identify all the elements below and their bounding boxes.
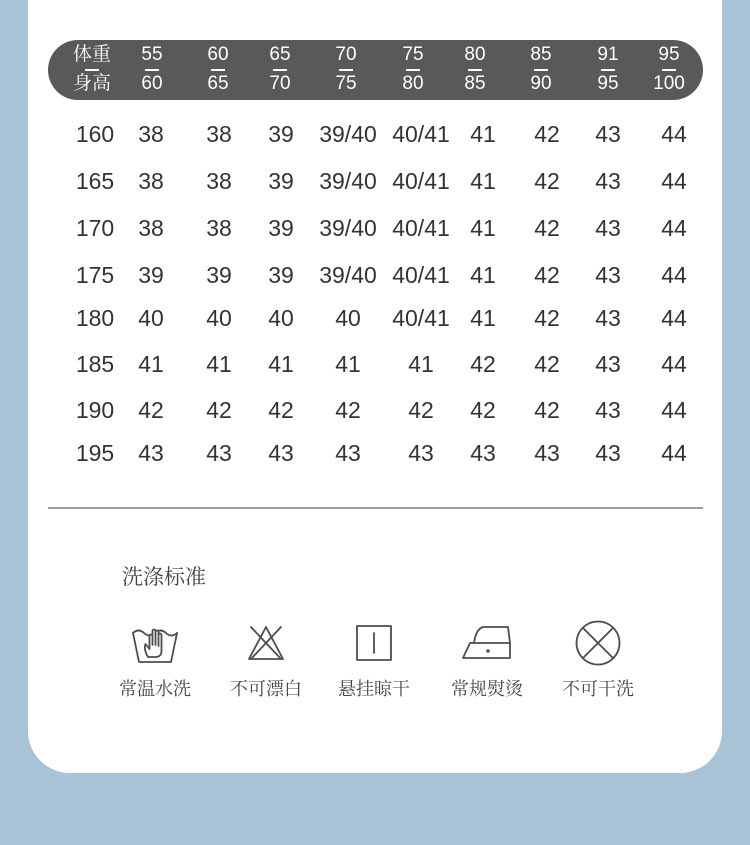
weight-range-to: 100 [653, 73, 685, 94]
size-cell: 42 [534, 121, 560, 147]
size-cell: 39 [268, 168, 294, 194]
hand-wash-icon [100, 616, 210, 670]
size-cell: 43 [595, 440, 621, 466]
height-cell: 175 [75, 262, 115, 288]
size-cell: 41 [138, 351, 164, 377]
weight-range-to: 70 [269, 73, 291, 94]
size-cell: 42 [534, 215, 560, 241]
size-row [0, 119, 750, 149]
size-cell: 43 [534, 440, 560, 466]
size-cell: 39 [138, 262, 164, 288]
size-cell: 42 [534, 168, 560, 194]
size-cell: 39 [268, 262, 294, 288]
size-cell: 43 [595, 215, 621, 241]
size-cell: 44 [661, 440, 687, 466]
size-cell: 41 [470, 305, 496, 331]
range-divider [406, 69, 420, 71]
range-divider [339, 69, 353, 71]
size-cell: 44 [661, 305, 687, 331]
do-not-dry-clean-icon [543, 616, 653, 670]
size-cell: 40 [206, 305, 232, 331]
care-item-no-dry-clean [543, 616, 653, 706]
size-cell: 39/40 [319, 121, 377, 147]
size-cell: 41 [470, 121, 496, 147]
size-cell: 41 [470, 168, 496, 194]
weight-range-from: 55 [141, 44, 163, 65]
weight-range-from: 65 [269, 44, 291, 65]
size-cell: 42 [206, 397, 232, 423]
size-cell: 42 [470, 397, 496, 423]
height-cell: 195 [75, 440, 115, 466]
size-cell: 41 [335, 351, 361, 377]
header-weight-label: 体重 [72, 44, 111, 65]
weight-range-to: 75 [335, 73, 357, 94]
size-cell: 43 [268, 440, 294, 466]
weight-range-from: 70 [335, 44, 357, 65]
range-divider [662, 69, 676, 71]
range-divider [468, 69, 482, 71]
size-cell: 42 [534, 351, 560, 377]
weight-range-from: 95 [658, 44, 680, 65]
size-cell: 38 [138, 215, 164, 241]
size-cell: 40 [268, 305, 294, 331]
range-divider [534, 69, 548, 71]
weight-range-to: 95 [597, 73, 619, 94]
size-cell: 40 [335, 305, 361, 331]
size-row [0, 260, 750, 290]
weight-range-column [122, 40, 182, 100]
size-cell: 38 [206, 215, 232, 241]
size-cell: 44 [661, 168, 687, 194]
size-cell: 42 [534, 397, 560, 423]
height-cell: 160 [75, 121, 115, 147]
weight-range-to: 90 [530, 73, 552, 94]
size-cell: 40/41 [392, 215, 450, 241]
header-axis-label [62, 40, 122, 100]
size-cell: 40 [138, 305, 164, 331]
size-cell: 41 [206, 351, 232, 377]
size-cell: 41 [470, 262, 496, 288]
size-cell: 41 [470, 215, 496, 241]
size-cell: 43 [595, 262, 621, 288]
size-cell: 43 [408, 440, 434, 466]
size-cell: 39/40 [319, 215, 377, 241]
height-cell: 190 [75, 397, 115, 423]
care-label: 不可漂白 [230, 679, 302, 699]
size-cell: 43 [595, 121, 621, 147]
care-label: 悬挂晾干 [338, 679, 410, 699]
size-cell: 38 [138, 168, 164, 194]
size-cell: 44 [661, 121, 687, 147]
weight-range-from: 85 [530, 44, 552, 65]
weight-range-column [578, 40, 638, 100]
weight-range-column [639, 40, 699, 100]
weight-range-to: 80 [402, 73, 424, 94]
size-cell: 39 [268, 121, 294, 147]
size-cell: 43 [470, 440, 496, 466]
size-row [0, 395, 750, 425]
size-cell: 44 [661, 397, 687, 423]
weight-range-column [511, 40, 571, 100]
weight-range-to: 65 [207, 73, 229, 94]
size-cell: 43 [595, 305, 621, 331]
size-row [0, 438, 750, 468]
hang-dry-icon [319, 616, 429, 670]
range-divider [273, 69, 287, 71]
size-cell: 44 [661, 351, 687, 377]
size-row [0, 166, 750, 196]
size-cell: 42 [335, 397, 361, 423]
weight-range-column [316, 40, 376, 100]
size-cell: 39/40 [319, 168, 377, 194]
height-cell: 180 [75, 305, 115, 331]
weight-range-from: 91 [597, 44, 619, 65]
size-cell: 44 [661, 215, 687, 241]
weight-range-from: 75 [402, 44, 424, 65]
size-cell: 40/41 [392, 168, 450, 194]
size-cell: 43 [595, 351, 621, 377]
size-cell: 38 [206, 121, 232, 147]
iron-icon [432, 616, 542, 670]
size-cell: 43 [595, 168, 621, 194]
size-cell: 44 [661, 262, 687, 288]
care-item-hang-dry [319, 616, 429, 706]
care-label: 不可干洗 [562, 679, 634, 699]
size-cell: 43 [595, 397, 621, 423]
weight-range-from: 80 [464, 44, 486, 65]
height-cell: 165 [75, 168, 115, 194]
size-cell: 40/41 [392, 121, 450, 147]
size-cell: 41 [408, 351, 434, 377]
weight-range-column [188, 40, 248, 100]
size-row [0, 303, 750, 333]
weight-range-column [445, 40, 505, 100]
size-cell: 38 [206, 168, 232, 194]
header-divider [85, 69, 99, 71]
care-item-no-bleach [211, 616, 321, 706]
size-cell: 43 [138, 440, 164, 466]
range-divider [601, 69, 615, 71]
range-divider [211, 69, 225, 71]
size-cell: 39 [206, 262, 232, 288]
weight-range-column [250, 40, 310, 100]
size-cell: 41 [268, 351, 294, 377]
care-item-hand-wash [100, 616, 210, 706]
size-cell: 39 [268, 215, 294, 241]
size-cell: 38 [138, 121, 164, 147]
size-cell: 42 [138, 397, 164, 423]
range-divider [145, 69, 159, 71]
size-cell: 43 [335, 440, 361, 466]
size-cell: 42 [534, 305, 560, 331]
size-row [0, 213, 750, 243]
do-not-bleach-icon [211, 616, 321, 670]
size-cell: 42 [534, 262, 560, 288]
size-cell: 39/40 [319, 262, 377, 288]
care-label: 常规熨烫 [451, 679, 523, 699]
size-row [0, 349, 750, 379]
weight-range-to: 85 [464, 73, 486, 94]
care-label: 常温水洗 [119, 679, 191, 699]
size-cell: 42 [408, 397, 434, 423]
weight-range-to: 60 [141, 73, 163, 94]
section-divider [48, 507, 703, 509]
size-cell: 43 [206, 440, 232, 466]
size-cell: 40/41 [392, 262, 450, 288]
care-section-title: 洗涤标准 [122, 566, 206, 589]
size-cell: 42 [268, 397, 294, 423]
weight-range-column [383, 40, 443, 100]
size-cell: 40/41 [392, 305, 450, 331]
size-cell: 42 [470, 351, 496, 377]
header-height-label: 身高 [72, 73, 111, 94]
height-cell: 170 [75, 215, 115, 241]
height-cell: 185 [75, 351, 115, 377]
weight-range-from: 60 [207, 44, 229, 65]
care-item-iron [432, 616, 542, 706]
